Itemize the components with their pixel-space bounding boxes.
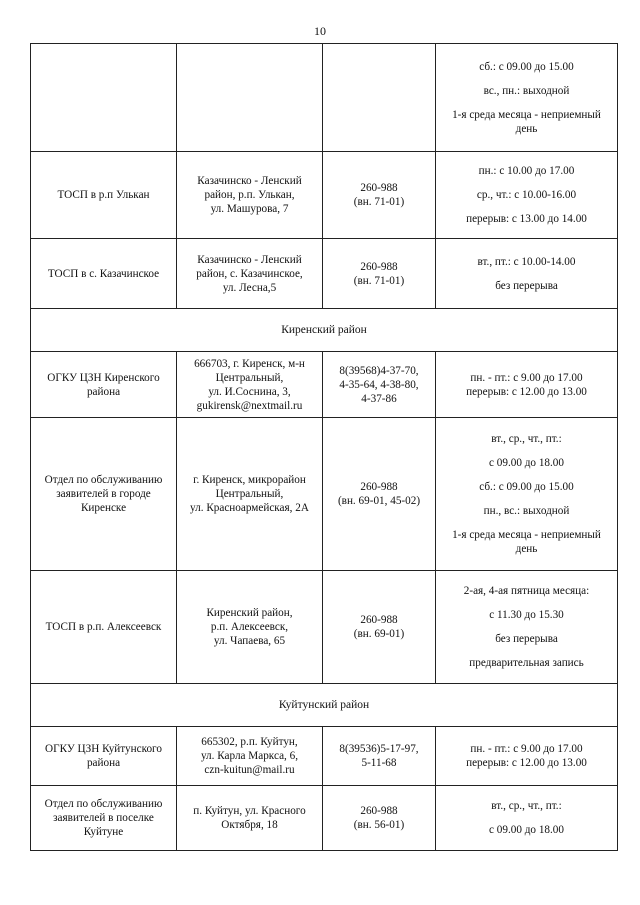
- text-line: 260-988: [360, 260, 398, 273]
- text-line: сб.: с 09.00 до 15.00: [479, 481, 574, 493]
- table-row: [31, 571, 618, 684]
- text-line: г. Киренск, микрорайон: [193, 474, 306, 486]
- address-cell: [177, 44, 323, 152]
- text-line: перерыв: с 12.00 до 13.00: [466, 385, 587, 398]
- district-section-row: [31, 684, 618, 727]
- office-name-cell: ТОСП в с. Казачинское: [31, 239, 177, 309]
- office-name-cell: Отдел по обслуживанию заявителей в поселке Куйтуне: [31, 786, 177, 851]
- text-line: Казачинско - Ленский: [197, 253, 302, 266]
- hours-cell: [436, 571, 618, 684]
- district-title: Киренский район: [31, 309, 618, 352]
- address-cell: [177, 786, 323, 851]
- text-line: ул. Машурова, 7: [210, 203, 289, 215]
- text-line: gukirensk@nextmail.ru: [196, 399, 303, 412]
- office-name-cell: [31, 44, 177, 152]
- text-line: пн. - пт.: с 9.00 до 17.00: [470, 743, 583, 755]
- text-line: 260-988: [360, 805, 398, 817]
- hours-cell: [436, 786, 618, 851]
- phone-cell: [323, 44, 436, 152]
- text-line: пн., вс.: выходной: [483, 505, 570, 517]
- text-line: без перерыва: [495, 279, 558, 292]
- table-row: [31, 352, 618, 418]
- table-row: [31, 44, 618, 152]
- text-line: пн. - пт.: с 9.00 до 17.00: [470, 371, 583, 384]
- phone-cell: [323, 352, 436, 418]
- text-line: район, р.п. Улькан,: [204, 189, 295, 201]
- text-line: czn-kuitun@mail.ru: [204, 764, 295, 776]
- hours-cell: [436, 727, 618, 786]
- text-line: (вн. 56-01): [353, 819, 405, 831]
- text-line: 666703, г. Киренск, м-н: [194, 357, 305, 370]
- text-line: пн.: с 10.00 до 17.00: [478, 165, 575, 177]
- text-line: ул. Лесна,5: [222, 281, 277, 294]
- text-line: (вн. 71-01): [353, 274, 405, 287]
- office-name-cell: ОГКУ ЦЗН Киренского района: [31, 352, 177, 418]
- hours-cell: [436, 352, 618, 418]
- table-row: [31, 239, 618, 309]
- phone-cell: [323, 727, 436, 786]
- office-name-cell: ТОСП в р.п Улькан: [31, 152, 177, 239]
- offices-table: [30, 43, 618, 851]
- text-line: вт., ср., чт., пт.:: [491, 800, 562, 812]
- text-line: 8(39536)5-17-97,: [339, 743, 419, 755]
- text-line: Октября, 18: [221, 819, 278, 831]
- text-line: вс., пн.: выходной: [483, 84, 570, 97]
- office-name-cell: ОГКУ ЦЗН Куйтунского района: [31, 727, 177, 786]
- text-line: Казачинско - Ленский: [197, 175, 302, 187]
- text-line: 260-988: [360, 481, 398, 493]
- page-number: 10: [314, 24, 326, 38]
- office-name-cell: ТОСП в р.п. Алексеевск: [31, 571, 177, 684]
- phone-cell: [323, 786, 436, 851]
- address-cell: [177, 152, 323, 239]
- text-line: вт., пт.: с 10.00-14.00: [477, 255, 576, 268]
- phone-cell: [323, 239, 436, 309]
- phone-cell: [323, 418, 436, 571]
- text-line: 1-я среда месяца - неприемный день: [452, 108, 601, 135]
- address-cell: [177, 352, 323, 418]
- text-line: 2-ая, 4-ая пятница месяца:: [463, 585, 590, 597]
- text-line: ул. Карла Маркса, 6,: [200, 750, 299, 762]
- text-line: (вн. 69-01, 45-02): [337, 495, 421, 507]
- text-line: п. Куйтун, ул. Красного: [193, 805, 306, 817]
- text-line: 260-988: [360, 614, 398, 626]
- text-line: Киренский район,: [206, 607, 293, 619]
- text-line: сб.: с 09.00 до 15.00: [479, 60, 574, 73]
- text-line: р.п. Алексеевск,: [210, 621, 289, 633]
- text-line: без перерыва: [495, 633, 558, 645]
- text-line: 665302, р.п. Куйтун,: [201, 736, 298, 748]
- text-line: 4-37-86: [361, 392, 397, 405]
- text-line: с 09.00 до 18.00: [489, 457, 564, 469]
- text-line: 8(39568)4-37-70,: [339, 364, 419, 377]
- text-line: 1-я среда месяца - неприемный день: [452, 529, 601, 555]
- phone-cell: [323, 152, 436, 239]
- text-line: 4-35-64, 4-38-80,: [339, 378, 419, 391]
- text-line: перерыв: с 13.00 до 14.00: [466, 213, 587, 225]
- text-line: с 11.30 до 15.30: [489, 609, 564, 621]
- text-line: предварительная запись: [469, 657, 584, 669]
- text-line: (вн. 69-01): [353, 628, 405, 640]
- address-cell: [177, 727, 323, 786]
- hours-cell: [436, 44, 618, 152]
- hours-cell: [436, 152, 618, 239]
- text-line: ср., чт.: с 10.00-16.00: [476, 189, 577, 201]
- address-cell: [177, 571, 323, 684]
- text-line: с 09.00 до 18.00: [489, 824, 564, 836]
- table-row: [31, 727, 618, 786]
- district-title: Куйтунский район: [31, 684, 618, 727]
- text-line: вт., ср., чт., пт.:: [491, 433, 562, 445]
- text-line: 260-988: [360, 182, 398, 194]
- text-line: район, с. Казачинское,: [196, 267, 303, 280]
- phone-cell: [323, 571, 436, 684]
- table-row: [31, 418, 618, 571]
- text-line: (вн. 71-01): [353, 196, 405, 208]
- address-cell: [177, 239, 323, 309]
- table-row: [31, 786, 618, 851]
- office-name-cell: Отдел по обслуживанию заявителей в городе Киренске: [31, 418, 177, 571]
- hours-cell: [436, 239, 618, 309]
- text-line: Центральный,: [215, 371, 284, 384]
- district-section-row: [31, 309, 618, 352]
- text-line: перерыв: с 12.00 до 13.00: [466, 757, 587, 769]
- table-row: [31, 152, 618, 239]
- text-line: ул. Красноармейская, 2А: [190, 502, 309, 514]
- address-cell: [177, 418, 323, 571]
- text-line: ул. Чапаева, 65: [213, 635, 286, 647]
- text-line: Центральный,: [215, 488, 284, 500]
- text-line: ул. И.Соснина, 3,: [208, 385, 291, 398]
- hours-cell: [436, 418, 618, 571]
- text-line: 5-11-68: [361, 757, 397, 769]
